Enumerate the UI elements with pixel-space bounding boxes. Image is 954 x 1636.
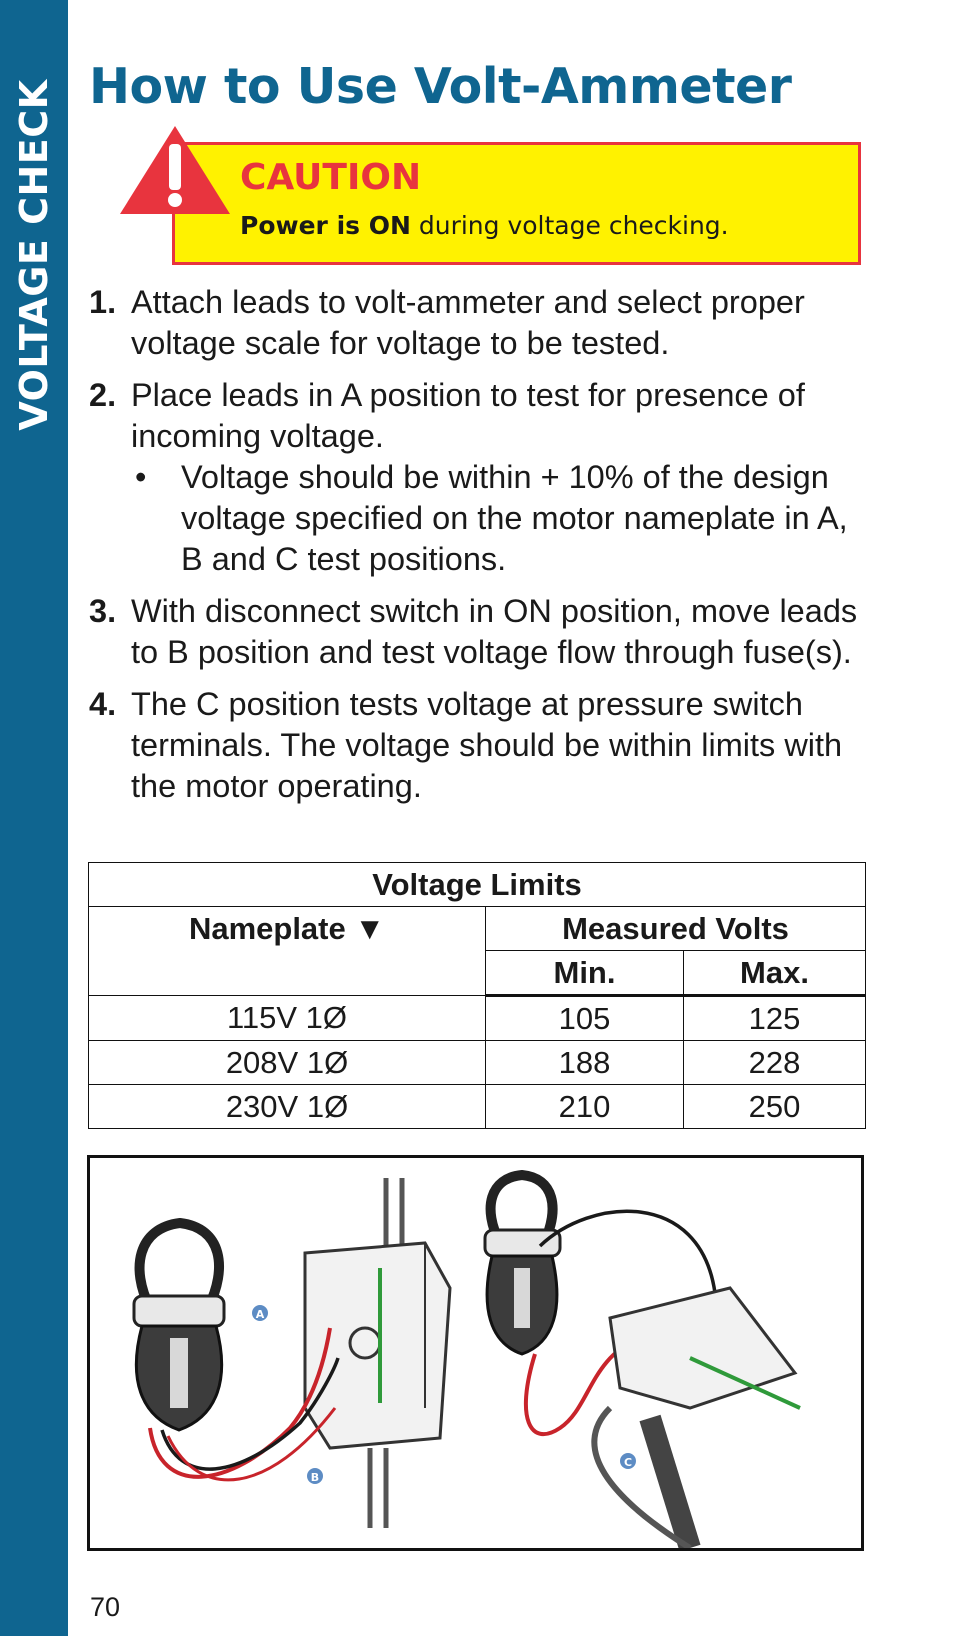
caution-text [240,211,729,240]
label-b: B [310,1471,320,1484]
nameplate-cell: 115V 1Ø [89,996,486,1041]
caution-bold-text: Power is ON [240,211,411,240]
caution-text-rest: during voltage checking. [410,211,729,240]
step-number: 4. [89,686,117,722]
min-cell: 105 [486,996,684,1041]
volt-ammeter-illustration [87,1155,864,1551]
voltage-limits-table [88,862,866,1129]
max-header: Max. [684,951,866,996]
volt-ammeter-left [134,1223,224,1430]
label-c: C [623,1456,633,1469]
step-number: 1. [89,284,117,320]
page-title: How to Use Volt-Ammeter [89,58,792,115]
step-text: Place leads in A position to test for presence of incoming voltage. [131,377,805,454]
sidebar [0,0,68,1636]
bullet-dot-icon: • [135,459,147,495]
step-text: Attach leads to volt-ammeter and select proper voltage scale for voltage to be tested. [131,284,805,361]
max-cell: 125 [684,996,866,1041]
table-row [89,996,866,1041]
min-cell: 188 [486,1041,684,1085]
caution-heading: CAUTION [240,157,422,198]
step-text: The C position tests voltage at pressure switch terminals. The voltage should be within limits with the motor operating. [131,686,843,804]
step-2 [89,375,869,580]
step-4 [89,684,869,807]
step-number: 2. [89,377,117,413]
label-a: A [255,1308,265,1321]
step-1 [89,282,869,364]
pressure-switch [594,1288,800,1548]
min-cell: 210 [486,1085,684,1129]
illustration-drawing [90,1158,861,1548]
volt-ammeter-right [485,1175,560,1354]
nameplate-header: Nameplate ▼ [89,907,486,996]
bullet-text: Voltage should be within + 10% of the design voltage specified on the motor nameplate in A, B and C test positions. [181,459,848,577]
step-bullet [135,457,869,580]
table-title: Voltage Limits [89,863,866,907]
max-cell: 250 [684,1085,866,1129]
section-label: VOLTAGE CHECK [12,79,56,431]
step-text: With disconnect switch in ON position, move leads to B position and test voltage flow through fuse(s). [131,593,858,670]
measured-volts-header: Measured Volts [486,907,866,951]
instruction-steps [89,282,869,818]
min-header: Min. [486,951,684,996]
step-number: 3. [89,593,117,629]
step-3 [89,591,869,673]
table-row [89,1085,866,1129]
page-number: 70 [90,1592,121,1622]
warning-triangle-icon [118,124,232,216]
table-row [89,1041,866,1085]
nameplate-cell: 230V 1Ø [89,1085,486,1129]
nameplate-cell: 208V 1Ø [89,1041,486,1085]
max-cell: 228 [684,1041,866,1085]
